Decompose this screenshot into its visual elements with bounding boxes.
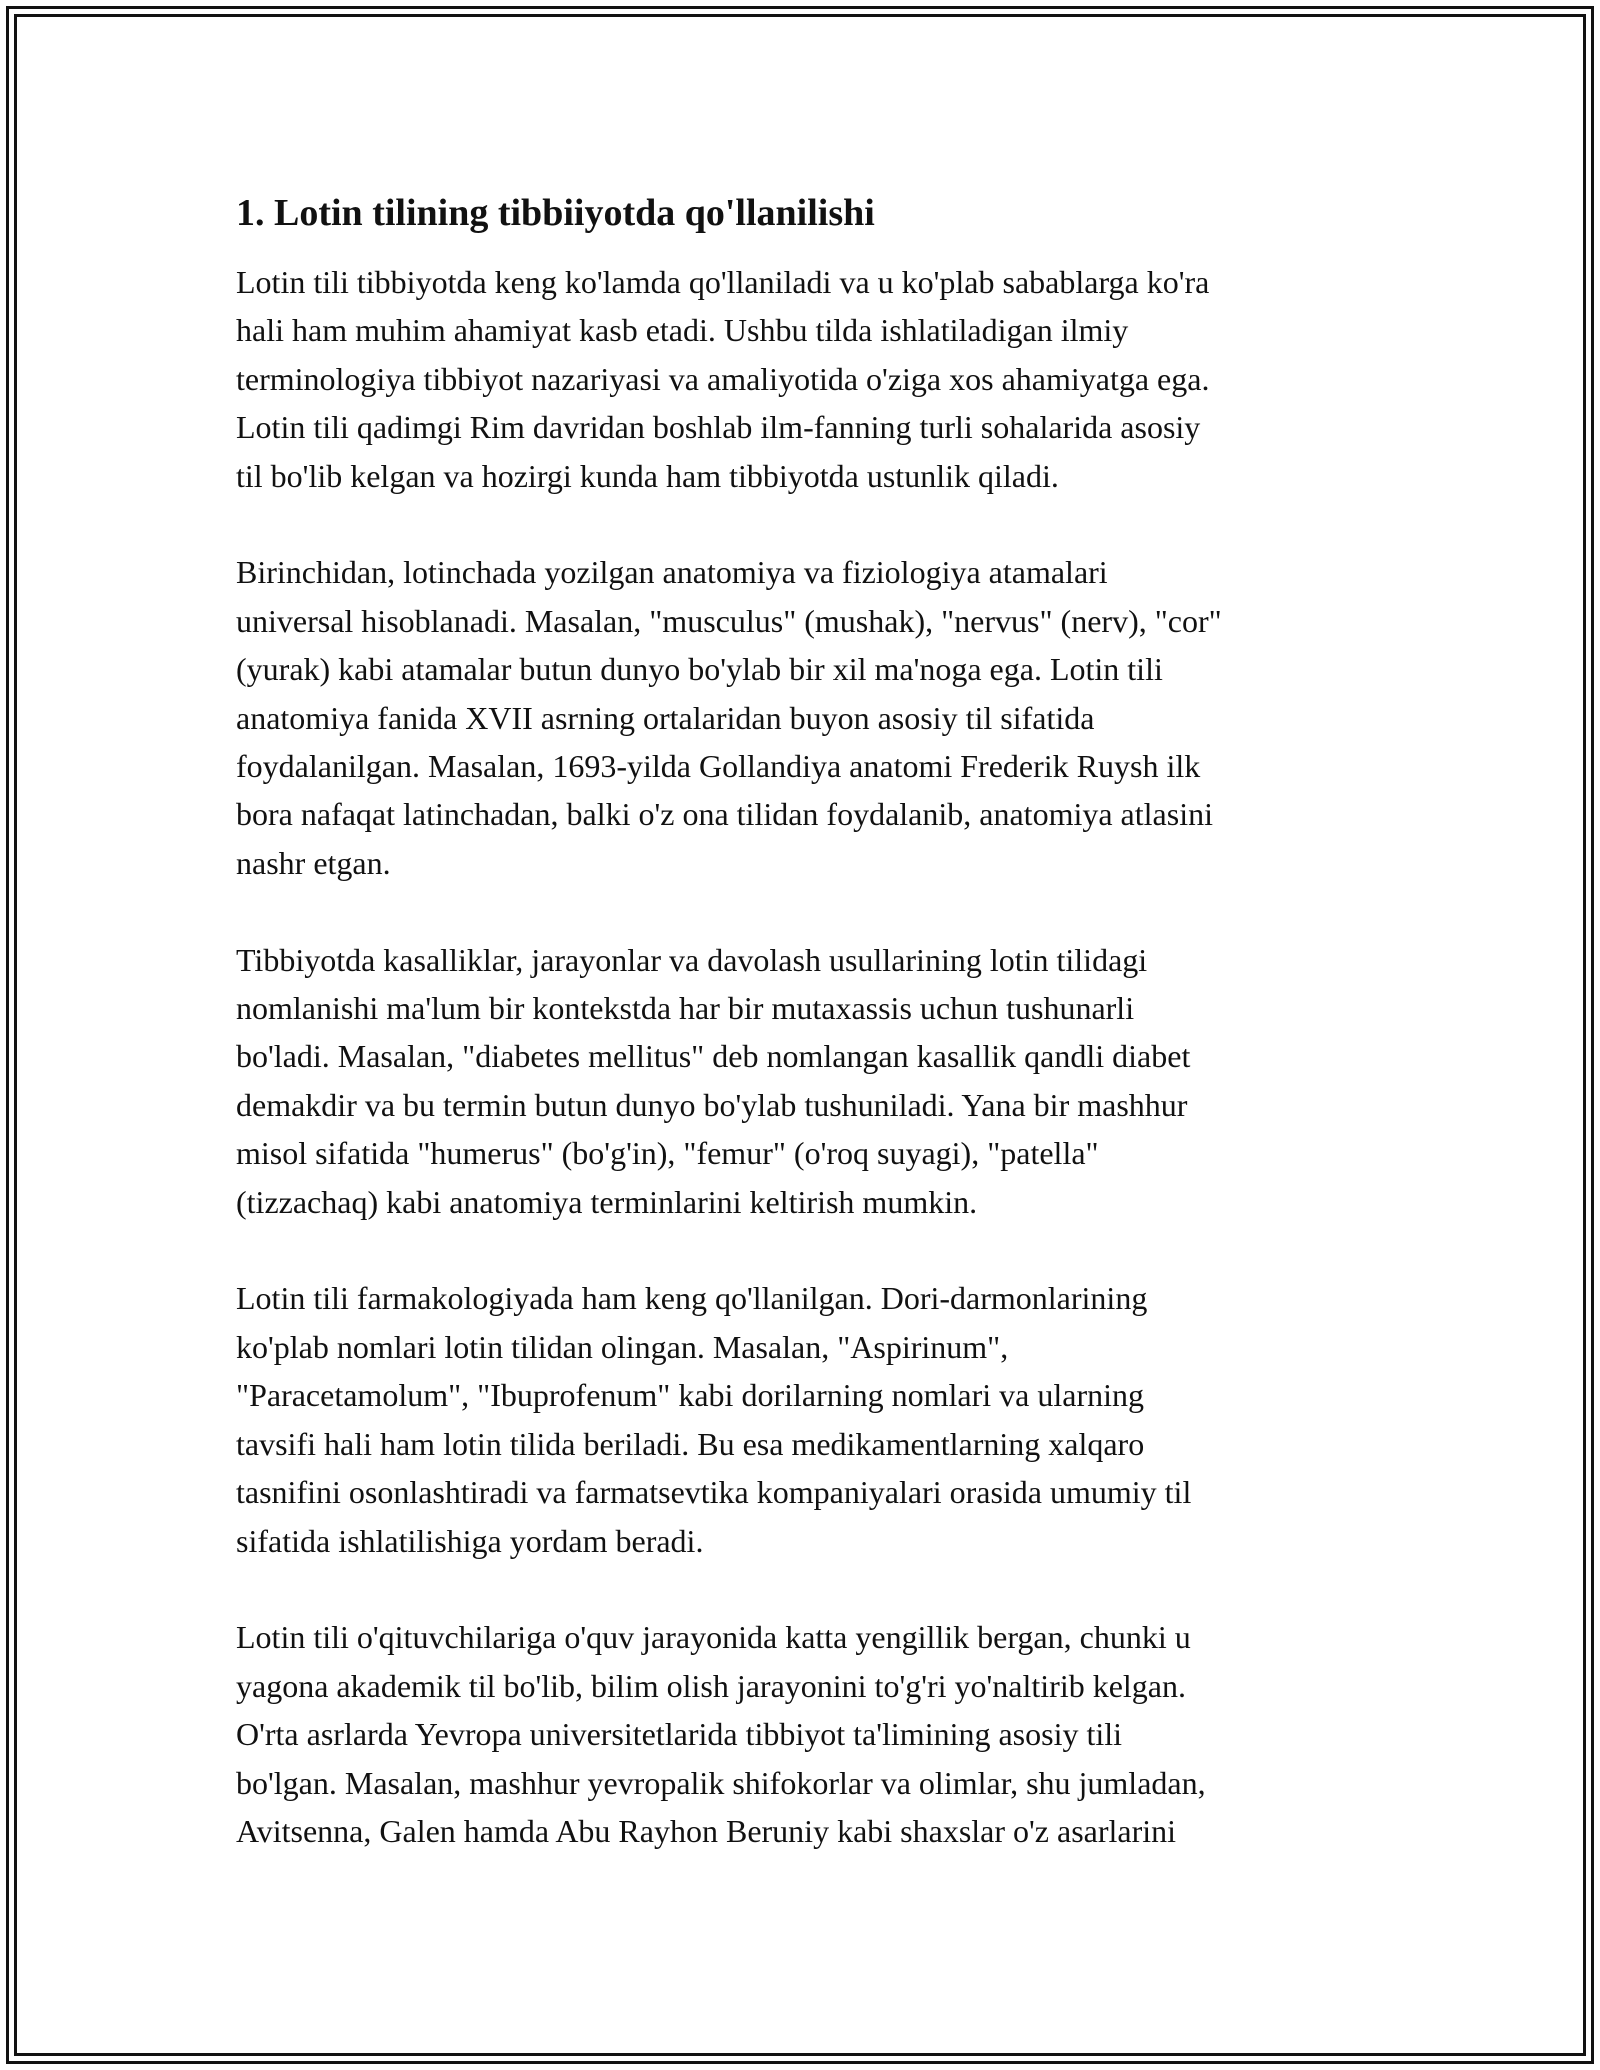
paragraph-diseases: Tibbiyotda kasalliklar, jarayonlar va davolash usullarining lotin tilidagi nomlanishi ma'lum bir kontekstda har bir mutaxassis uchun tushunarli bo'ladi. Masalan, "diabetes mellitus" deb nomlangan kasallik qandli diabet demakdir va bu termin butun dunyo bo'ylab tushuniladi. Yana bir mashhur misol sifatida "humerus" (bo'g'in), "femur" (o'roq suyagi), "patella" (tizzachaq) kabi anatomiya terminlarini keltirish mumkin. [236,941,1191,1220]
document-body [236,188,1376,1855]
paragraph-pharmacology: Lotin tili farmakologiyada ham keng qo'llanilgan. Dori-darmonlarining ko'plab nomlari lotin tilidan olingan. Masalan, "Aspirinum", "Paracetamolum", "Ibuprofenum" kabi dorilarning nomlari va ularning tavsifi hali ham lotin tilida beriladi. Bu esa medikamentlarning xalqaro tasnifini osonlashtiradi va farmatsevtika kompaniyalari orasida umumiy til sifatida ishlatilishiga yordam beradi. [236,1280,1192,1559]
paragraph-education: Lotin tili o'qituvchilariga o'quv jarayonida katta yengillik bergan, chunki u yagona akademik til bo'lib, bilim olish jarayonini to'g'ri yo'naltirib kelgan. O'rta asrlarda Yevropa universitetlarida tibbiyot ta'limining asosiy tili bo'lgan. Masalan, mashhur yevropalik shifokorlar va olimlar, shu jumladan, Avitsenna, Galen hamda Abu Rayhon Beruniy kabi shaxslar o'z asarlarini [236,1619,1206,1849]
paragraph-intro: Lotin tili tibbiyotda keng ko'lamda qo'llaniladi va u ko'plab sabablarga ko'ra hali ham muhim ahamiyat kasb etadi. Ushbu tilda ishlatiladigan ilmiy terminologiya tibbiyot nazariyasi va amaliyotida o'ziga xos ahamiyatga ega. Lotin tili qadimgi Rim davridan boshlab ilm-fanning turli sohalarida asosiy til bo'lib kelgan va hozirgi kunda ham tibbiyotda ustunlik qiladi. [236,264,1210,494]
section-heading: 1. Lotin tilining tibbiiyotda qo'llanilishi [236,192,875,234]
paragraph-anatomy: Birinchidan, lotinchada yozilgan anatomiya va fiziologiya atamalari universal hisoblanadi. Masalan, "musculus" (mushak), "nervus" (nerv), "cor" (yurak) kabi atamalar butun dunyo bo'ylab bir xil ma'noga ega. Lotin tili anatomiya fanida XVII asrning ortalaridan buyon asosiy til sifatida foydalanilgan. Masalan, 1693-yilda Gollandiya anatomi Frederik Ruysh ilk bora nafaqat latinchadan, balki o'z ona tilidan foydalanib, anatomiya atlasini nashr etgan. [236,554,1222,881]
